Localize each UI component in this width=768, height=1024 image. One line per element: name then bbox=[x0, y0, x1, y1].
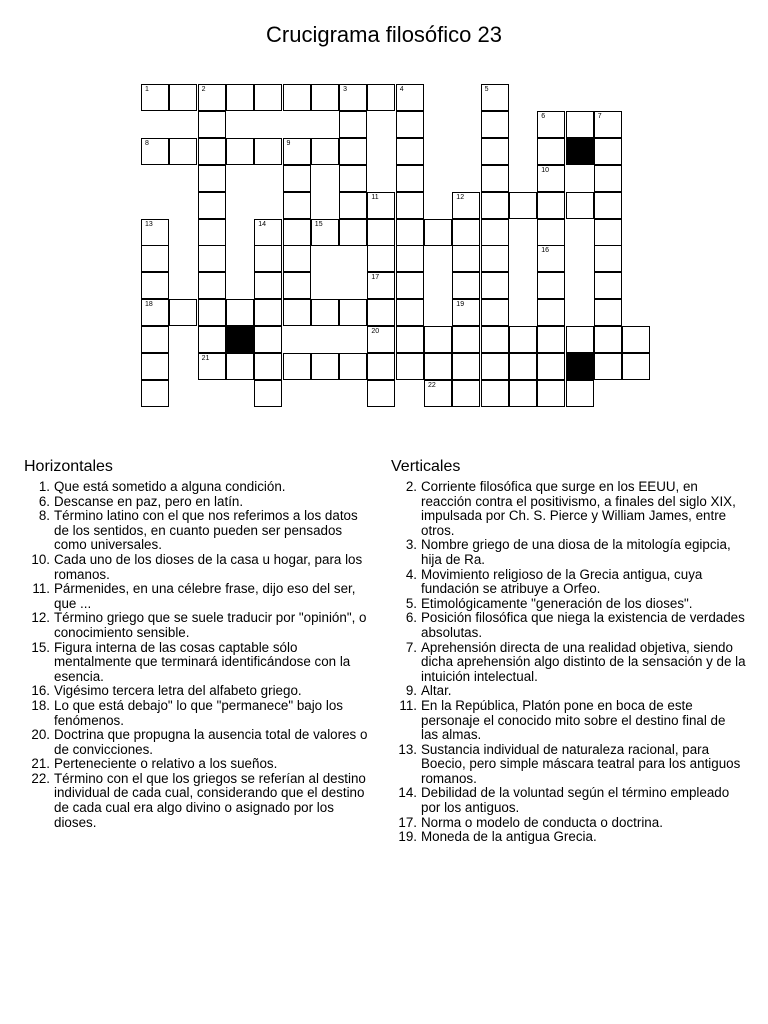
across-clue bbox=[24, 582, 370, 611]
grid-cell[interactable] bbox=[594, 192, 622, 219]
grid-cell[interactable] bbox=[367, 192, 395, 219]
clue-number: 7 bbox=[597, 112, 602, 120]
grid-cell[interactable] bbox=[254, 299, 282, 326]
clue-number: 1. bbox=[38, 479, 50, 494]
down-clue bbox=[391, 684, 746, 699]
clue-text: Término latino con el que nos referimos a los datos de los sentidos, en cuanto pueden ser pensados como universales. bbox=[54, 508, 358, 553]
grid-cell[interactable] bbox=[481, 192, 509, 219]
grid-cell[interactable] bbox=[367, 299, 395, 326]
grid-cell[interactable] bbox=[226, 299, 254, 326]
grid-cell[interactable] bbox=[311, 219, 339, 246]
grid-cell[interactable] bbox=[283, 165, 311, 192]
grid-cell[interactable] bbox=[396, 353, 424, 380]
clue-text: Vigésimo tercera letra del alfabeto griego. bbox=[54, 683, 302, 699]
clue-number: 13 bbox=[145, 220, 153, 228]
clue-number: 5. bbox=[405, 595, 417, 611]
black-cell bbox=[226, 326, 254, 353]
grid-cell[interactable] bbox=[254, 272, 282, 299]
clue-number: 20 bbox=[371, 328, 380, 336]
clue-number: 6. bbox=[38, 493, 50, 509]
grid-cell[interactable] bbox=[537, 245, 565, 272]
across-clue bbox=[24, 611, 370, 640]
grid-cell[interactable] bbox=[141, 272, 169, 299]
grid-cell[interactable] bbox=[622, 326, 650, 353]
page-title: Crucigrama filosófico 23 bbox=[266, 22, 502, 47]
grid-cell[interactable] bbox=[537, 111, 565, 138]
grid-cell[interactable] bbox=[537, 380, 565, 407]
grid-cell[interactable] bbox=[311, 84, 339, 111]
clue-text: Término griego que se suele traducir por "opinión", o conocimiento sensible. bbox=[54, 610, 367, 640]
grid-cell[interactable] bbox=[481, 299, 509, 326]
clue-text: Movimiento religioso de la Grecia antigua, cuya fundación se atribuye a Orfeo. bbox=[421, 566, 703, 597]
grid-cell[interactable] bbox=[594, 353, 622, 380]
down-clues-section bbox=[391, 457, 746, 845]
clue-number: 11. bbox=[32, 581, 50, 597]
grid-cell[interactable] bbox=[141, 219, 169, 246]
clue-number: 10. bbox=[31, 551, 50, 567]
clue-number: 18 bbox=[145, 301, 153, 309]
grid-cell[interactable] bbox=[594, 165, 622, 192]
clue-text: Norma o modelo de conducta o doctrina. bbox=[421, 814, 663, 830]
crossword-grid bbox=[0, 0, 768, 420]
grid-cell[interactable] bbox=[283, 219, 311, 246]
grid-cell[interactable] bbox=[594, 272, 622, 299]
grid-cell[interactable] bbox=[141, 299, 169, 326]
grid-cell[interactable] bbox=[594, 138, 622, 165]
grid-cell[interactable] bbox=[339, 84, 367, 111]
clue-number: 9 bbox=[286, 139, 291, 147]
grid-cell[interactable] bbox=[283, 84, 311, 111]
grid-cell[interactable] bbox=[452, 219, 480, 246]
grid-cell[interactable] bbox=[481, 326, 509, 353]
grid-cell[interactable] bbox=[198, 299, 226, 326]
grid-cell[interactable] bbox=[339, 353, 367, 380]
clue-number: 22 bbox=[428, 381, 436, 389]
grid-cell[interactable] bbox=[481, 138, 509, 165]
clue-text: Altar. bbox=[421, 683, 452, 699]
grid-cell[interactable] bbox=[452, 326, 480, 353]
grid-cell[interactable] bbox=[169, 84, 197, 111]
clue-number: 15 bbox=[314, 220, 323, 228]
down-heading: Verticales bbox=[391, 458, 461, 475]
grid-cell[interactable] bbox=[537, 138, 565, 165]
grid-cell[interactable] bbox=[141, 353, 169, 380]
clue-text: Figura interna de las cosas captable sólo mentalmente que terminará identificándose con la esencia. bbox=[54, 639, 351, 684]
clue-text: Sustancia individual de naturaleza racional, para Boecio, pero simple máscara teatral para los antiguos romanos. bbox=[421, 741, 741, 786]
grid-cell[interactable] bbox=[283, 138, 311, 165]
clue-number: 4. bbox=[405, 566, 417, 582]
down-clue-list bbox=[391, 480, 746, 845]
clue-text: Descanse en paz, pero en latín. bbox=[54, 493, 244, 509]
grid-cell[interactable] bbox=[198, 353, 226, 380]
across-clue bbox=[24, 553, 370, 582]
down-clue bbox=[391, 816, 746, 831]
grid-cell[interactable] bbox=[566, 380, 594, 407]
grid-cell[interactable] bbox=[566, 326, 594, 353]
grid-cell[interactable] bbox=[226, 84, 254, 111]
clue-number: 6 bbox=[541, 112, 546, 120]
clue-number: 6. bbox=[405, 610, 417, 626]
grid-cell[interactable] bbox=[198, 245, 226, 272]
grid-cell[interactable] bbox=[367, 326, 395, 353]
grid-cell[interactable] bbox=[594, 219, 622, 246]
clue-number: 5 bbox=[484, 86, 489, 93]
grid-cell[interactable] bbox=[283, 245, 311, 272]
grid-cell[interactable] bbox=[396, 219, 424, 246]
clue-number: 14 bbox=[258, 220, 266, 228]
grid-cell[interactable] bbox=[566, 111, 594, 138]
grid-cell[interactable] bbox=[141, 245, 169, 272]
clue-text: Término con el que los griegos se referían al destino individual de cada cual, considerando que el destino de cada cual era algo divino o asignado por los dioses. bbox=[54, 770, 366, 830]
grid-cell[interactable] bbox=[198, 192, 226, 219]
grid-cell[interactable] bbox=[452, 192, 480, 219]
clue-text: Debilidad de la voluntad según el término empleado por los antiguos. bbox=[421, 785, 730, 816]
grid-cell[interactable] bbox=[452, 380, 480, 407]
grid-cell[interactable] bbox=[396, 138, 424, 165]
clue-text: Etimológicamente "generación de los dioses". bbox=[421, 595, 693, 611]
clue-number: 12 bbox=[456, 193, 465, 201]
clue-text: En la República, Platón pone en boca de este personaje el conocido mito sobre el destino final de las almas. bbox=[421, 697, 726, 743]
clue-number: 20. bbox=[31, 727, 50, 743]
grid-cell[interactable] bbox=[283, 353, 311, 380]
grid-cell[interactable] bbox=[452, 299, 480, 326]
clue-text: Nombre griego de una diosa de la mitología egipcia, hija de Ra. bbox=[421, 537, 731, 567]
across-clue bbox=[24, 772, 370, 830]
clue-number: 8 bbox=[145, 139, 149, 147]
grid-cell[interactable] bbox=[509, 353, 537, 380]
grid-cell[interactable] bbox=[396, 299, 424, 326]
clue-number: 9. bbox=[405, 683, 417, 699]
grid-cell[interactable] bbox=[481, 380, 509, 407]
clue-number: 4 bbox=[399, 86, 404, 93]
clue-number: 21. bbox=[31, 756, 50, 772]
grid-cell[interactable] bbox=[481, 84, 509, 111]
grid-cell[interactable] bbox=[396, 245, 424, 272]
grid-cell[interactable] bbox=[367, 84, 395, 111]
grid-cell[interactable] bbox=[396, 111, 424, 138]
clue-number: 13. bbox=[398, 741, 417, 757]
grid-cell[interactable] bbox=[452, 245, 480, 272]
grid-cell[interactable] bbox=[141, 138, 169, 165]
down-clue bbox=[391, 597, 746, 612]
grid-cell[interactable] bbox=[198, 326, 226, 353]
clue-number: 21 bbox=[201, 355, 210, 362]
across-clues-section bbox=[24, 457, 370, 830]
grid-cell[interactable] bbox=[594, 299, 622, 326]
grid-cell[interactable] bbox=[141, 380, 169, 407]
grid-cell[interactable] bbox=[424, 353, 452, 380]
grid-cell[interactable] bbox=[339, 219, 367, 246]
clue-number: 3 bbox=[343, 86, 347, 93]
grid-cell[interactable] bbox=[226, 138, 254, 165]
across-clue bbox=[24, 480, 370, 495]
clue-text: Doctrina que propugna la ausencia total de valores o de convicciones. bbox=[54, 727, 368, 757]
grid-cell[interactable] bbox=[452, 353, 480, 380]
grid-cell[interactable] bbox=[396, 165, 424, 192]
across-clue bbox=[24, 728, 370, 757]
grid-cell[interactable] bbox=[537, 326, 565, 353]
grid-cell[interactable] bbox=[339, 299, 367, 326]
grid-cell[interactable] bbox=[283, 299, 311, 326]
clue-text: Posición filosófica que niega la existencia de verdades absolutas. bbox=[421, 610, 745, 640]
black-cell bbox=[566, 138, 594, 165]
down-clue bbox=[391, 568, 746, 597]
grid-cell[interactable] bbox=[141, 326, 169, 353]
grid-cell[interactable] bbox=[254, 353, 282, 380]
grid-cell[interactable] bbox=[481, 272, 509, 299]
clue-text: Corriente filosófica que surge en los EEUU, en reacción contra el positivismo, a finales del siglo XIX, impulsada por Ch. S. Pierce y William James, entre otros. bbox=[421, 479, 736, 538]
grid-cell[interactable] bbox=[424, 326, 452, 353]
clue-number: 8. bbox=[38, 508, 50, 524]
down-clue bbox=[391, 538, 746, 567]
clue-text: Moneda de la antigua Grecia. bbox=[421, 829, 597, 845]
across-clue bbox=[24, 641, 370, 685]
clue-number: 2. bbox=[405, 479, 417, 494]
clue-text: Pármenides, en una célebre frase, dijo eso del ser, que ... bbox=[54, 581, 356, 611]
grid-cell[interactable] bbox=[169, 138, 197, 165]
down-clue bbox=[391, 480, 746, 538]
grid-cell[interactable] bbox=[594, 326, 622, 353]
grid-cell[interactable] bbox=[424, 219, 452, 246]
down-clue bbox=[391, 743, 746, 787]
down-clue bbox=[391, 786, 746, 815]
grid-cell[interactable] bbox=[254, 326, 282, 353]
clue-number: 7. bbox=[405, 639, 417, 655]
clue-text: Cada uno de los dioses de la casa u hogar, para los romanos. bbox=[54, 551, 363, 582]
clue-text: Que está sometido a alguna condición. bbox=[54, 479, 286, 494]
clue-number: 11 bbox=[371, 193, 379, 201]
grid-cell[interactable] bbox=[283, 272, 311, 299]
clue-number: 16 bbox=[541, 247, 549, 255]
grid-cell[interactable] bbox=[509, 380, 537, 407]
grid-cell[interactable] bbox=[509, 326, 537, 353]
grid-cell[interactable] bbox=[283, 192, 311, 219]
clue-number: 1 bbox=[145, 86, 149, 93]
across-clue bbox=[24, 699, 370, 728]
grid-cell[interactable] bbox=[339, 165, 367, 192]
clue-number: 19. bbox=[398, 829, 417, 845]
clue-number: 14. bbox=[398, 785, 417, 801]
grid-cell[interactable] bbox=[481, 219, 509, 246]
grid-cell[interactable] bbox=[311, 353, 339, 380]
clue-number: 19 bbox=[456, 301, 465, 309]
clue-number: 18. bbox=[31, 697, 50, 713]
grid-cell[interactable] bbox=[254, 138, 282, 165]
clue-number: 3. bbox=[405, 537, 417, 553]
grid-cell[interactable] bbox=[537, 272, 565, 299]
clue-number: 17 bbox=[371, 274, 380, 282]
grid-cell[interactable] bbox=[254, 84, 282, 111]
grid-cell[interactable] bbox=[396, 326, 424, 353]
grid-cell[interactable] bbox=[198, 165, 226, 192]
grid-cell[interactable] bbox=[396, 192, 424, 219]
clue-number: 12. bbox=[31, 610, 50, 626]
grid-cell[interactable] bbox=[141, 84, 169, 111]
grid-cell[interactable] bbox=[481, 245, 509, 272]
grid-cell[interactable] bbox=[367, 272, 395, 299]
grid-cell[interactable] bbox=[198, 84, 226, 111]
black-cell bbox=[566, 353, 594, 380]
grid-cell[interactable] bbox=[311, 299, 339, 326]
across-clue bbox=[24, 509, 370, 553]
grid-cell[interactable] bbox=[254, 219, 282, 246]
down-clue bbox=[391, 611, 746, 640]
grid-cell[interactable] bbox=[198, 272, 226, 299]
grid-cell[interactable] bbox=[396, 272, 424, 299]
clue-number: 11. bbox=[399, 697, 417, 713]
grid-cell[interactable] bbox=[226, 353, 254, 380]
grid-cell[interactable] bbox=[254, 380, 282, 407]
grid-cell[interactable] bbox=[537, 353, 565, 380]
grid-cell[interactable] bbox=[198, 219, 226, 246]
clue-number: 10 bbox=[541, 166, 549, 174]
grid-cell[interactable] bbox=[198, 138, 226, 165]
down-clue bbox=[391, 641, 746, 685]
clue-text: Aprehensión directa de una realidad objetiva, siendo dicha aprehensión algo distinto de la sensación y de la intuición intelectual. bbox=[421, 639, 746, 684]
clue-text: Lo que está debajo" lo que "permanece" bajo los fenómenos. bbox=[54, 697, 343, 728]
down-clue bbox=[391, 699, 746, 743]
across-clue-list bbox=[24, 480, 370, 830]
clue-number: 15. bbox=[31, 639, 50, 655]
grid-cell[interactable] bbox=[537, 165, 565, 192]
grid-cell[interactable] bbox=[481, 353, 509, 380]
grid-cell[interactable] bbox=[339, 138, 367, 165]
grid-cell[interactable] bbox=[367, 219, 395, 246]
grid-cell[interactable] bbox=[622, 353, 650, 380]
grid-cell[interactable] bbox=[594, 111, 622, 138]
grid-cell[interactable] bbox=[367, 380, 395, 407]
across-heading: Horizontales bbox=[24, 458, 113, 475]
clue-number: 16. bbox=[31, 683, 50, 699]
grid-cell[interactable] bbox=[424, 380, 452, 407]
grid-cell[interactable] bbox=[198, 111, 226, 138]
grid-cell[interactable] bbox=[367, 245, 395, 272]
grid-cell[interactable] bbox=[509, 192, 537, 219]
grid-cell[interactable] bbox=[254, 245, 282, 272]
clue-number: 2 bbox=[201, 86, 206, 93]
clue-text: Perteneciente o relativo a los sueños. bbox=[54, 756, 278, 772]
grid-cell[interactable] bbox=[311, 138, 339, 165]
grid-cell[interactable] bbox=[396, 84, 424, 111]
grid-cell[interactable] bbox=[452, 272, 480, 299]
across-clue bbox=[24, 495, 370, 510]
grid-cell[interactable] bbox=[481, 111, 509, 138]
down-clue bbox=[391, 830, 746, 845]
across-clue bbox=[24, 757, 370, 772]
grid-cell[interactable] bbox=[537, 192, 565, 219]
grid-cell[interactable] bbox=[367, 353, 395, 380]
clue-number: 17. bbox=[398, 814, 417, 830]
grid-cell[interactable] bbox=[339, 192, 367, 219]
grid-cell[interactable] bbox=[339, 111, 367, 138]
clue-number: 22. bbox=[31, 770, 50, 786]
grid-cell[interactable] bbox=[594, 245, 622, 272]
grid-cell[interactable] bbox=[537, 299, 565, 326]
grid-cell[interactable] bbox=[566, 192, 594, 219]
grid-cell[interactable] bbox=[537, 219, 565, 246]
across-clue bbox=[24, 684, 370, 699]
grid-cell[interactable] bbox=[481, 165, 509, 192]
grid-cell[interactable] bbox=[169, 299, 197, 326]
